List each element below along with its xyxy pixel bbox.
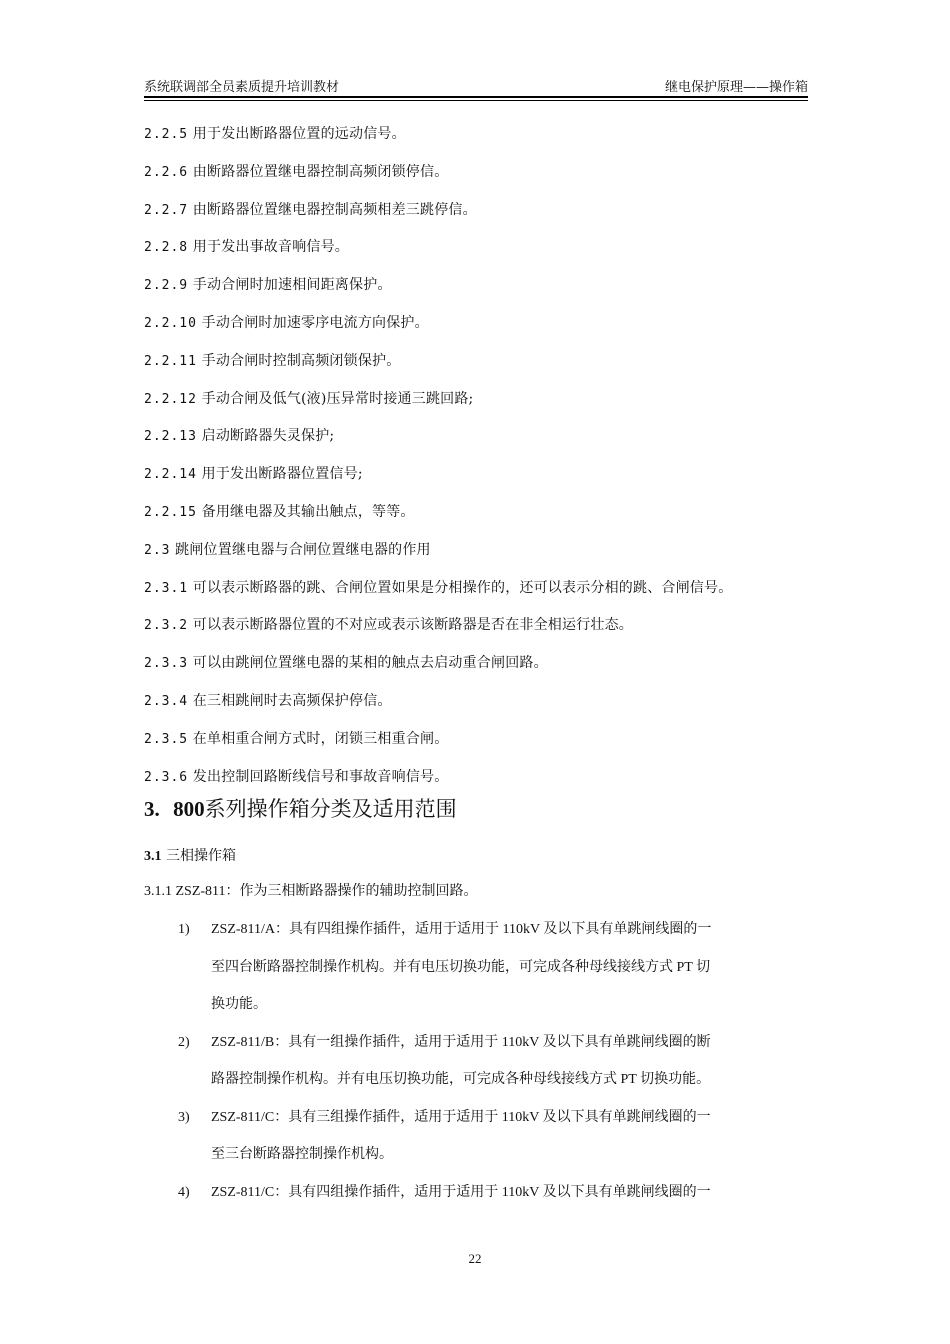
subsection-3-1-heading bbox=[144, 846, 236, 867]
paragraph-number: 2.2.12 bbox=[144, 391, 197, 407]
header-left-title: 系统联调部全员素质提升培训教材 bbox=[144, 80, 340, 95]
paragraph-number: 2.2.6 bbox=[144, 164, 189, 180]
paragraph-text: 由断路器位置继电器控制高频相差三跳停信。 bbox=[192, 201, 477, 218]
paragraph-line bbox=[144, 162, 448, 183]
page-number: 22 bbox=[468, 1251, 482, 1266]
paragraph-number: 2.2.9 bbox=[144, 278, 189, 294]
paragraph-line bbox=[144, 275, 392, 296]
list-item-marker: 1) bbox=[178, 922, 190, 937]
paragraph-line bbox=[144, 767, 448, 788]
section-3-title: 系列操作箱分类及适用范围 bbox=[204, 797, 457, 821]
list-item-text: 路器控制操作机构。并有电压切换功能，可完成各种母线接线方式 PT 切换功能。 bbox=[211, 1072, 711, 1087]
list-item-text: ZSZ-811/B：具有一组操作插件，适用于适用于 110kV 及以下具有单跳闸线圈的断 bbox=[211, 1034, 711, 1050]
paragraph-text: 发出控制回路断线信号和事故音响信号。 bbox=[192, 768, 449, 785]
paragraph-text: 由断路器位置继电器控制高频闭锁停信。 bbox=[192, 163, 449, 180]
list-item-text: 至三台断路器控制操作机构。 bbox=[211, 1147, 393, 1162]
paragraph-line bbox=[144, 578, 732, 599]
paragraph-line bbox=[144, 237, 349, 258]
paragraph-line bbox=[144, 200, 477, 221]
section-3-series: 800 bbox=[173, 797, 205, 821]
paragraph-text: 手动合闸时加速零序电流方向保护。 bbox=[201, 315, 429, 331]
subsection-3-1-title: 三相操作箱 bbox=[165, 848, 236, 864]
paragraph-text: 在三相跳闸时去高频保护停信。 bbox=[192, 693, 392, 709]
paragraph-number: 2.3.6 bbox=[144, 769, 189, 785]
paragraph-line bbox=[144, 653, 548, 674]
paragraph-text: 启动断路器失灵保护; bbox=[201, 428, 335, 445]
header-rule bbox=[144, 100, 808, 101]
paragraph-text: 用于发出断路器位置信号; bbox=[201, 466, 363, 483]
paragraph-number: 2.2.14 bbox=[144, 467, 197, 483]
paragraph-line bbox=[144, 729, 448, 750]
section-3-heading bbox=[144, 794, 457, 824]
paragraph-number: 2.2.8 bbox=[144, 240, 189, 256]
paragraph-number: 2.2.10 bbox=[144, 316, 197, 331]
list-item-text: ZSZ-811/A：具有四组操作插件，适用于适用于 110kV 及以下具有单跳闸线圈的一 bbox=[211, 922, 712, 937]
list-item-text: 至四台断路器控制操作机构。并有电压切换功能，可完成各种母线接线方式 PT 切 bbox=[211, 959, 711, 975]
paragraph-3-1-1: 3.1.1 ZSZ-811：作为三相断路器操作的辅助控制回路。 bbox=[144, 884, 478, 899]
paragraph-line bbox=[144, 313, 429, 334]
paragraph-line bbox=[144, 124, 406, 145]
page-header bbox=[144, 78, 808, 98]
paragraph-line bbox=[144, 502, 415, 523]
paragraph-line bbox=[144, 691, 392, 712]
paragraph-text: 跳闸位置继电器与合闸位置继电器的作用 bbox=[175, 541, 431, 558]
paragraph-line bbox=[144, 615, 633, 636]
paragraph-line bbox=[144, 389, 473, 410]
paragraph-text: 用于发出断路器位置的远动信号。 bbox=[192, 126, 406, 142]
paragraph-text: 手动合闸时控制高频闭锁保护。 bbox=[201, 352, 401, 369]
paragraph-text: 用于发出事故音响信号。 bbox=[192, 239, 349, 256]
paragraph-text: 可以表示断路器位置的不对应或表示该断路器是否在非全相运行壮态。 bbox=[192, 617, 633, 634]
paragraph-number: 2.3.1 bbox=[144, 580, 189, 596]
list-item-text: ZSZ-811/C：具有三组操作插件，适用于适用于 110kV 及以下具有单跳闸线圈的一 bbox=[211, 1109, 711, 1125]
paragraph-number: 2.2.7 bbox=[144, 202, 189, 218]
list-item-marker: 4) bbox=[178, 1184, 190, 1200]
paragraph-number: 2.3.3 bbox=[144, 656, 189, 672]
paragraph-line bbox=[144, 464, 363, 485]
section-3-number: 3. bbox=[144, 797, 160, 821]
paragraph-number: 2.3.5 bbox=[144, 731, 189, 747]
paragraph-text: 备用继电器及其输出触点，等等。 bbox=[201, 504, 415, 520]
paragraph-line bbox=[144, 540, 431, 561]
header-right-title: 继电保护原理——操作箱 bbox=[664, 80, 808, 95]
paragraph-text: 可以由跳闸位置继电器的某相的触点去启动重合闸回路。 bbox=[192, 655, 548, 672]
list-item-text: ZSZ-811/C：具有四组操作插件，适用于适用于 110kV 及以下具有单跳闸线圈的一 bbox=[211, 1184, 711, 1200]
paragraph-text: 在单相重合闸方式时，闭锁三相重合闸。 bbox=[192, 730, 449, 747]
paragraph-number: 2.3.4 bbox=[144, 694, 189, 709]
list-item-text: 换功能。 bbox=[211, 997, 267, 1012]
paragraph-number: 2.2.13 bbox=[144, 429, 197, 445]
list-item-marker: 3) bbox=[178, 1109, 190, 1125]
paragraph-text: 可以表示断路器的跳、合闸位置如果是分相操作的，还可以表示分相的跳、合闸信号。 bbox=[192, 579, 733, 596]
subsection-3-1-number: 3.1 bbox=[144, 849, 162, 864]
paragraph-number: 2.2.11 bbox=[144, 353, 197, 369]
paragraph-number: 2.3.2 bbox=[144, 618, 189, 634]
paragraph-number: 2.3 bbox=[144, 542, 171, 558]
list-item-marker: 2) bbox=[178, 1034, 190, 1050]
paragraph-line bbox=[144, 426, 334, 447]
paragraph-text: 手动合闸及低气(液)压异常时接通三跳回路; bbox=[201, 390, 474, 407]
paragraph-number: 2.2.5 bbox=[144, 127, 189, 142]
paragraph-line bbox=[144, 351, 400, 372]
paragraph-text: 手动合闸时加速相间距离保护。 bbox=[192, 277, 392, 294]
paragraph-number: 2.2.15 bbox=[144, 505, 197, 520]
